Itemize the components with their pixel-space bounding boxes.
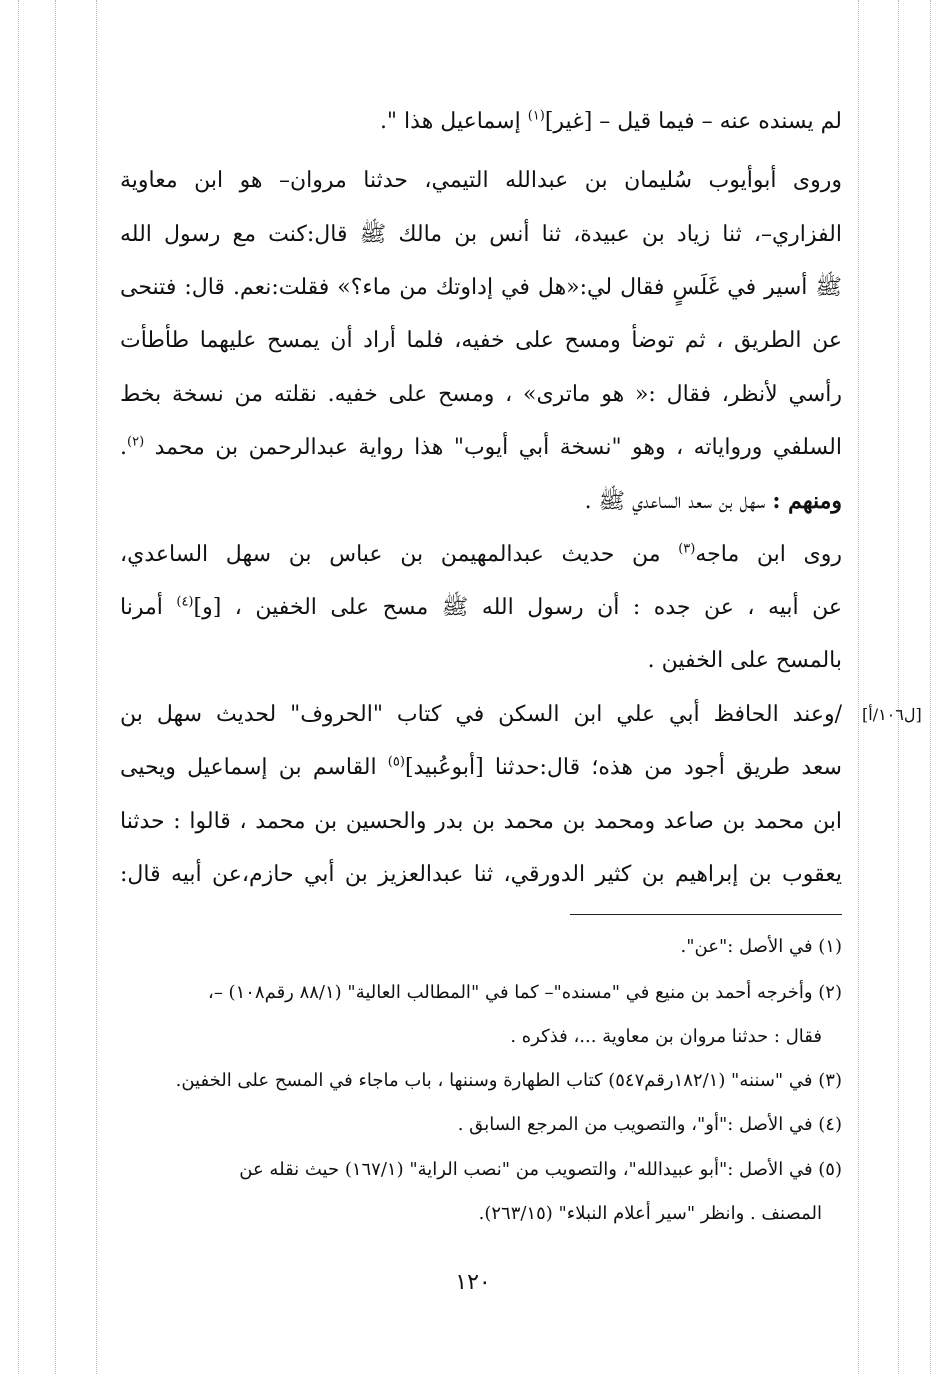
- body-line-3: الفزاري–، ثنا زياد بن عبيدة، ثنا أنس بن مالك ﷺ قال:كنت مع رسول الله: [120, 222, 842, 247]
- footnote-1: (١) في الأصل :"عن".: [680, 936, 842, 957]
- scan-guide-line: [96, 0, 97, 1374]
- body-line-4: ﷺ أسير في غَلَسٍ فقال لي:«هل في إداوتك من ماء؟» فقلت:نعم. قال: فتنحى: [120, 275, 842, 300]
- body-line-6: رأسي لأنظر، فقال :« هو ماترى» ، ومسح على خفيه. نقلته من نسخة بخط: [120, 382, 842, 407]
- footnote-2-continued: فقال : حدثنا مروان بن معاوية ...، فذكره .: [510, 1026, 822, 1047]
- footnote-3: (٣) في "سننه" (١٨٢/١رقم٥٤٧) كتاب الطهارة وسننها ، باب ماجاء في المسح على الخفين.: [175, 1070, 842, 1091]
- manuscript-folio-note: [ل١٠٦/أ]: [862, 705, 922, 724]
- body-line-12: /وعند الحافظ أبي علي ابن السكن في كتاب "الحروف" لحديث سهل بن: [120, 702, 842, 727]
- scan-guide-line: [55, 0, 56, 1374]
- body-line-14: ابن محمد بن صاعد ومحمد بن محمد بن بدر والحسين بن محمد ، قالوا : حدثنا: [120, 809, 842, 834]
- body-line-2: وروى أبوأيوب سُليمان بن عبدالله التيمي، حدثنا مروان– هو ابن معاوية: [120, 168, 842, 193]
- footnote-separator: [570, 914, 842, 915]
- footnote-2: (٢) وأخرجه أحمد بن منيع في "مسنده"– كما في "المطالب العالية" (٨٨/١ رقم١٠٨) –،: [208, 982, 842, 1003]
- section-heading: ومنهم :: [772, 488, 842, 514]
- scan-guide-line: [930, 0, 931, 1374]
- scan-guide-line: [18, 0, 19, 1374]
- body-line-7: السلفي ورواياته ، وهو "نسخة أبي أيوب" هذا رواية عبدالرحمن بن محمد $^{(٢)}$.: [120, 434, 842, 460]
- scan-guide-line: [858, 0, 859, 1374]
- page-number: ١٢٠: [455, 1270, 491, 1295]
- footnote-5: (٥) في الأصل :"أبو عبيدالله"، والتصويب من "نصب الراية" (١٦٧/١) حيث نقله عن: [239, 1159, 842, 1180]
- body-line-1: لم يسنده عنه – فيما قيل – [غير]$^{(١)}$ إسماعيل هذا ".: [379, 108, 842, 134]
- body-line-11: بالمسح على الخفين .: [647, 648, 842, 673]
- body-line-10: عن أبيه ، عن جده : أن رسول الله ﷺ مسح على الخفين ، [و]$^{(٤)}$ أمرنا: [120, 594, 842, 620]
- scan-guide-line: [898, 0, 899, 1374]
- body-line-5: عن الطريق ، ثم توضأ ومسح على خفيه، فلما أراد أن يمسح عليهما طأطأت: [120, 328, 842, 353]
- body-line-13: سعد طريق أجود من هذه؛ قال:حدثنا [أبوعُبيد]$^{(٥)}$ القاسم بن إسماعيل ويحيى: [120, 754, 842, 780]
- body-line-8: ومنهم : سهل بن سعد الساعدي ﷺ .: [584, 488, 842, 514]
- footnote-4: (٤) في الأصل :"أو"، والتصويب من المرجع السابق .: [457, 1114, 842, 1135]
- body-line-9: روى ابن ماجه$^{(٣)}$ من حديث عبدالمهيمن بن عباس بن سهل الساعدي،: [120, 541, 842, 567]
- footnote-5-continued: المصنف . وانظر "سير أعلام النبلاء" (٢٦٣/١٥).: [478, 1203, 822, 1224]
- body-line-15: يعقوب بن إبراهيم بن كثير الدورقي، ثنا عبدالعزيز بن أبي حازم،عن أبيه قال:: [120, 862, 842, 887]
